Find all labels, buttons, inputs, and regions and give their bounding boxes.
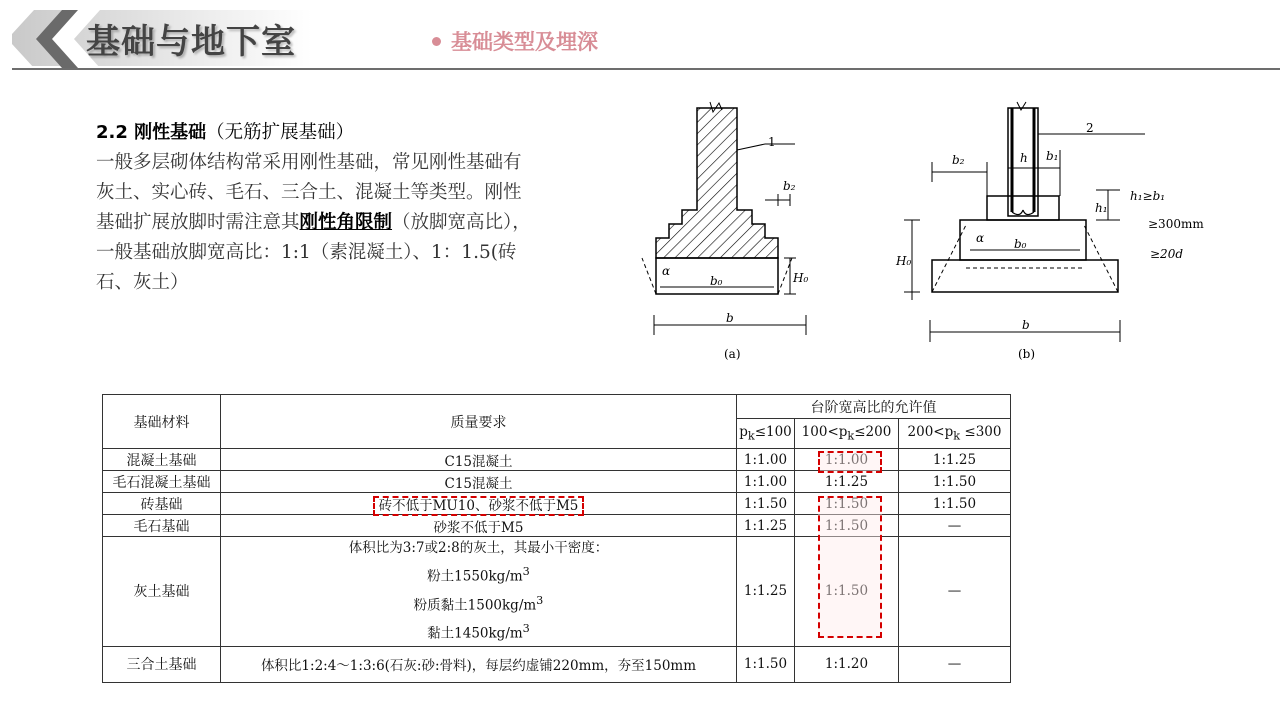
material-cell: 砖基础	[103, 493, 221, 515]
quality-cell: C15混凝土	[221, 449, 737, 471]
diagram-b	[904, 102, 1145, 342]
table-row	[103, 449, 1011, 471]
ratio-cell: 1:1.25	[737, 515, 795, 537]
header-sub: k	[847, 429, 855, 443]
page-title: 基础与地下室	[86, 22, 296, 62]
diagram-label-b-b: b	[1022, 318, 1030, 332]
header-text: 200<p	[907, 424, 954, 441]
material-cell: 混凝土基础	[103, 449, 221, 471]
column-header-ratio: 台阶宽高比的允许值	[737, 395, 1011, 419]
table-row	[103, 646, 1011, 682]
header-text: p	[739, 424, 748, 441]
condition-1: h₁≥b₁	[1130, 189, 1166, 203]
section-subtitle	[432, 26, 598, 56]
ratio-cell: 1:1.00	[737, 449, 795, 471]
table-row	[103, 537, 1011, 647]
section-heading-paren: （无筋扩展基础）	[206, 122, 355, 143]
quality-cell: C15混凝土	[221, 471, 737, 493]
rigid-foundation-diagram	[640, 100, 1240, 375]
diagram-label-1: 1	[768, 135, 776, 149]
ratio-cell: 1:1.50	[795, 515, 899, 537]
diagram-label-b0-b: b₀	[1014, 237, 1027, 251]
diagram-label-h1: h₁	[1095, 201, 1108, 215]
ratio-cell: 1:1.25	[737, 537, 795, 647]
header-text: ≤100	[754, 424, 792, 441]
ratio-cell: 1:1.25	[795, 471, 899, 493]
ratio-cell: 1:1.50	[795, 493, 899, 515]
section-heading: 2.2 刚性基础	[96, 122, 207, 143]
section-subtitle-text: 基础类型及埋深	[451, 30, 598, 54]
diagram-label-b1: b₁	[1046, 149, 1059, 163]
header-bar	[0, 0, 1280, 72]
quality-cell	[221, 537, 737, 647]
superscript: 3	[522, 565, 530, 578]
diagram-label-alpha-a: α	[662, 264, 671, 278]
header-divider	[12, 68, 1280, 70]
diagram-caption-b: (b)	[1018, 347, 1036, 361]
diagram-label-b-a: b	[726, 311, 734, 325]
diagram-caption-a: (a)	[724, 347, 741, 361]
diagram-label-h: h	[1020, 151, 1028, 165]
ratio-cell: 1:1.50	[737, 493, 795, 515]
ratio-cell: —	[899, 515, 1011, 537]
paragraph-line: 石、灰土）	[96, 272, 189, 293]
quality-line: 体积比为3:7或2:8的灰土，其最小干密度：	[348, 540, 609, 556]
quality-cell: 砂浆不低于M5	[221, 515, 737, 537]
superscript: 3	[536, 593, 544, 607]
paragraph-text: （放脚宽高比），	[392, 212, 531, 233]
material-cell: 三合土基础	[103, 646, 221, 682]
quality-cell: 体积比1:2:4～1:3:6(石灰:砂:骨料)，每层约虚铺220mm，夯至150mm	[221, 646, 737, 682]
quality-line	[223, 560, 734, 589]
table-row	[103, 471, 1011, 493]
ratio-cell: —	[899, 646, 1011, 682]
paragraph-line	[96, 208, 626, 238]
diagram-a	[642, 102, 809, 335]
ratio-cell: 1:1.00	[795, 449, 899, 471]
header-text: 100<p	[801, 424, 848, 441]
table-row	[103, 493, 1011, 515]
ratio-cell: 1:1.50	[899, 471, 1011, 493]
material-cell: 毛石基础	[103, 515, 221, 537]
diagram-label-alpha-b: α	[976, 231, 985, 245]
bullet-icon	[432, 37, 441, 46]
quality-line	[223, 589, 734, 618]
ratio-table	[102, 394, 1011, 683]
ratio-cell: 1:1.00	[737, 471, 795, 493]
header-sub: k	[953, 429, 961, 443]
table-header-row	[103, 395, 1011, 419]
column-header-p-1	[737, 419, 795, 449]
quality-text: 粉质黏土1500kg/m	[413, 597, 537, 613]
superscript: 3	[522, 622, 530, 635]
column-header-p-2	[795, 419, 899, 449]
ratio-cell: 1:1.50	[899, 493, 1011, 515]
paragraph-line: 灰土、实心砖、毛石、三合土、混凝土等类型。刚性	[96, 182, 522, 203]
diagram-label-b2-a: b₂	[783, 179, 796, 193]
condition-2: ≥300mm	[1148, 217, 1204, 231]
header-sub: k	[747, 429, 755, 443]
diagram-label-H0-a: H₀	[793, 271, 809, 285]
quality-line	[223, 617, 734, 646]
highlighted-quality: 砖不低于MU10、砂浆不低于M5	[373, 496, 585, 516]
paragraph-text: 基础扩展放脚时需注意其	[96, 212, 300, 233]
paragraph-line: 一般多层砌体结构常采用刚性基础，常见刚性基础有	[96, 152, 522, 173]
emphasis-text: 刚性角限制	[299, 212, 393, 233]
diagram-label-b2-b: b₂	[952, 153, 965, 167]
description-text	[96, 118, 626, 298]
ratio-cell: —	[899, 537, 1011, 647]
diagram-label-2: 2	[1086, 121, 1094, 135]
header-text: ≤300	[960, 424, 1002, 441]
section-heading-line	[96, 118, 626, 148]
column-header-material: 基础材料	[103, 395, 221, 449]
quality-text: 粉土1550kg/m	[427, 568, 523, 585]
quality-cell	[221, 493, 737, 515]
ratio-cell: 1:1.50	[795, 537, 899, 647]
ratio-cell: 1:1.20	[795, 646, 899, 682]
condition-3: ≥20d	[1150, 247, 1184, 261]
material-cell: 灰土基础	[103, 537, 221, 647]
column-header-p-3	[899, 419, 1011, 449]
diagram-label-b0-a: b₀	[710, 274, 723, 288]
quality-text: 黏土1450kg/m	[427, 625, 523, 642]
ratio-cell: 1:1.50	[737, 646, 795, 682]
diagram-label-H0-b: H₀	[896, 254, 912, 268]
material-cell: 毛石混凝土基础	[103, 471, 221, 493]
paragraph-line: 一般基础放脚宽高比：1:1（素混凝土）、1：1.5(砖	[96, 242, 517, 263]
column-header-quality: 质量要求	[221, 395, 737, 449]
table-row	[103, 515, 1011, 537]
ratio-cell: 1:1.25	[899, 449, 1011, 471]
header-text: ≤200	[854, 424, 892, 441]
